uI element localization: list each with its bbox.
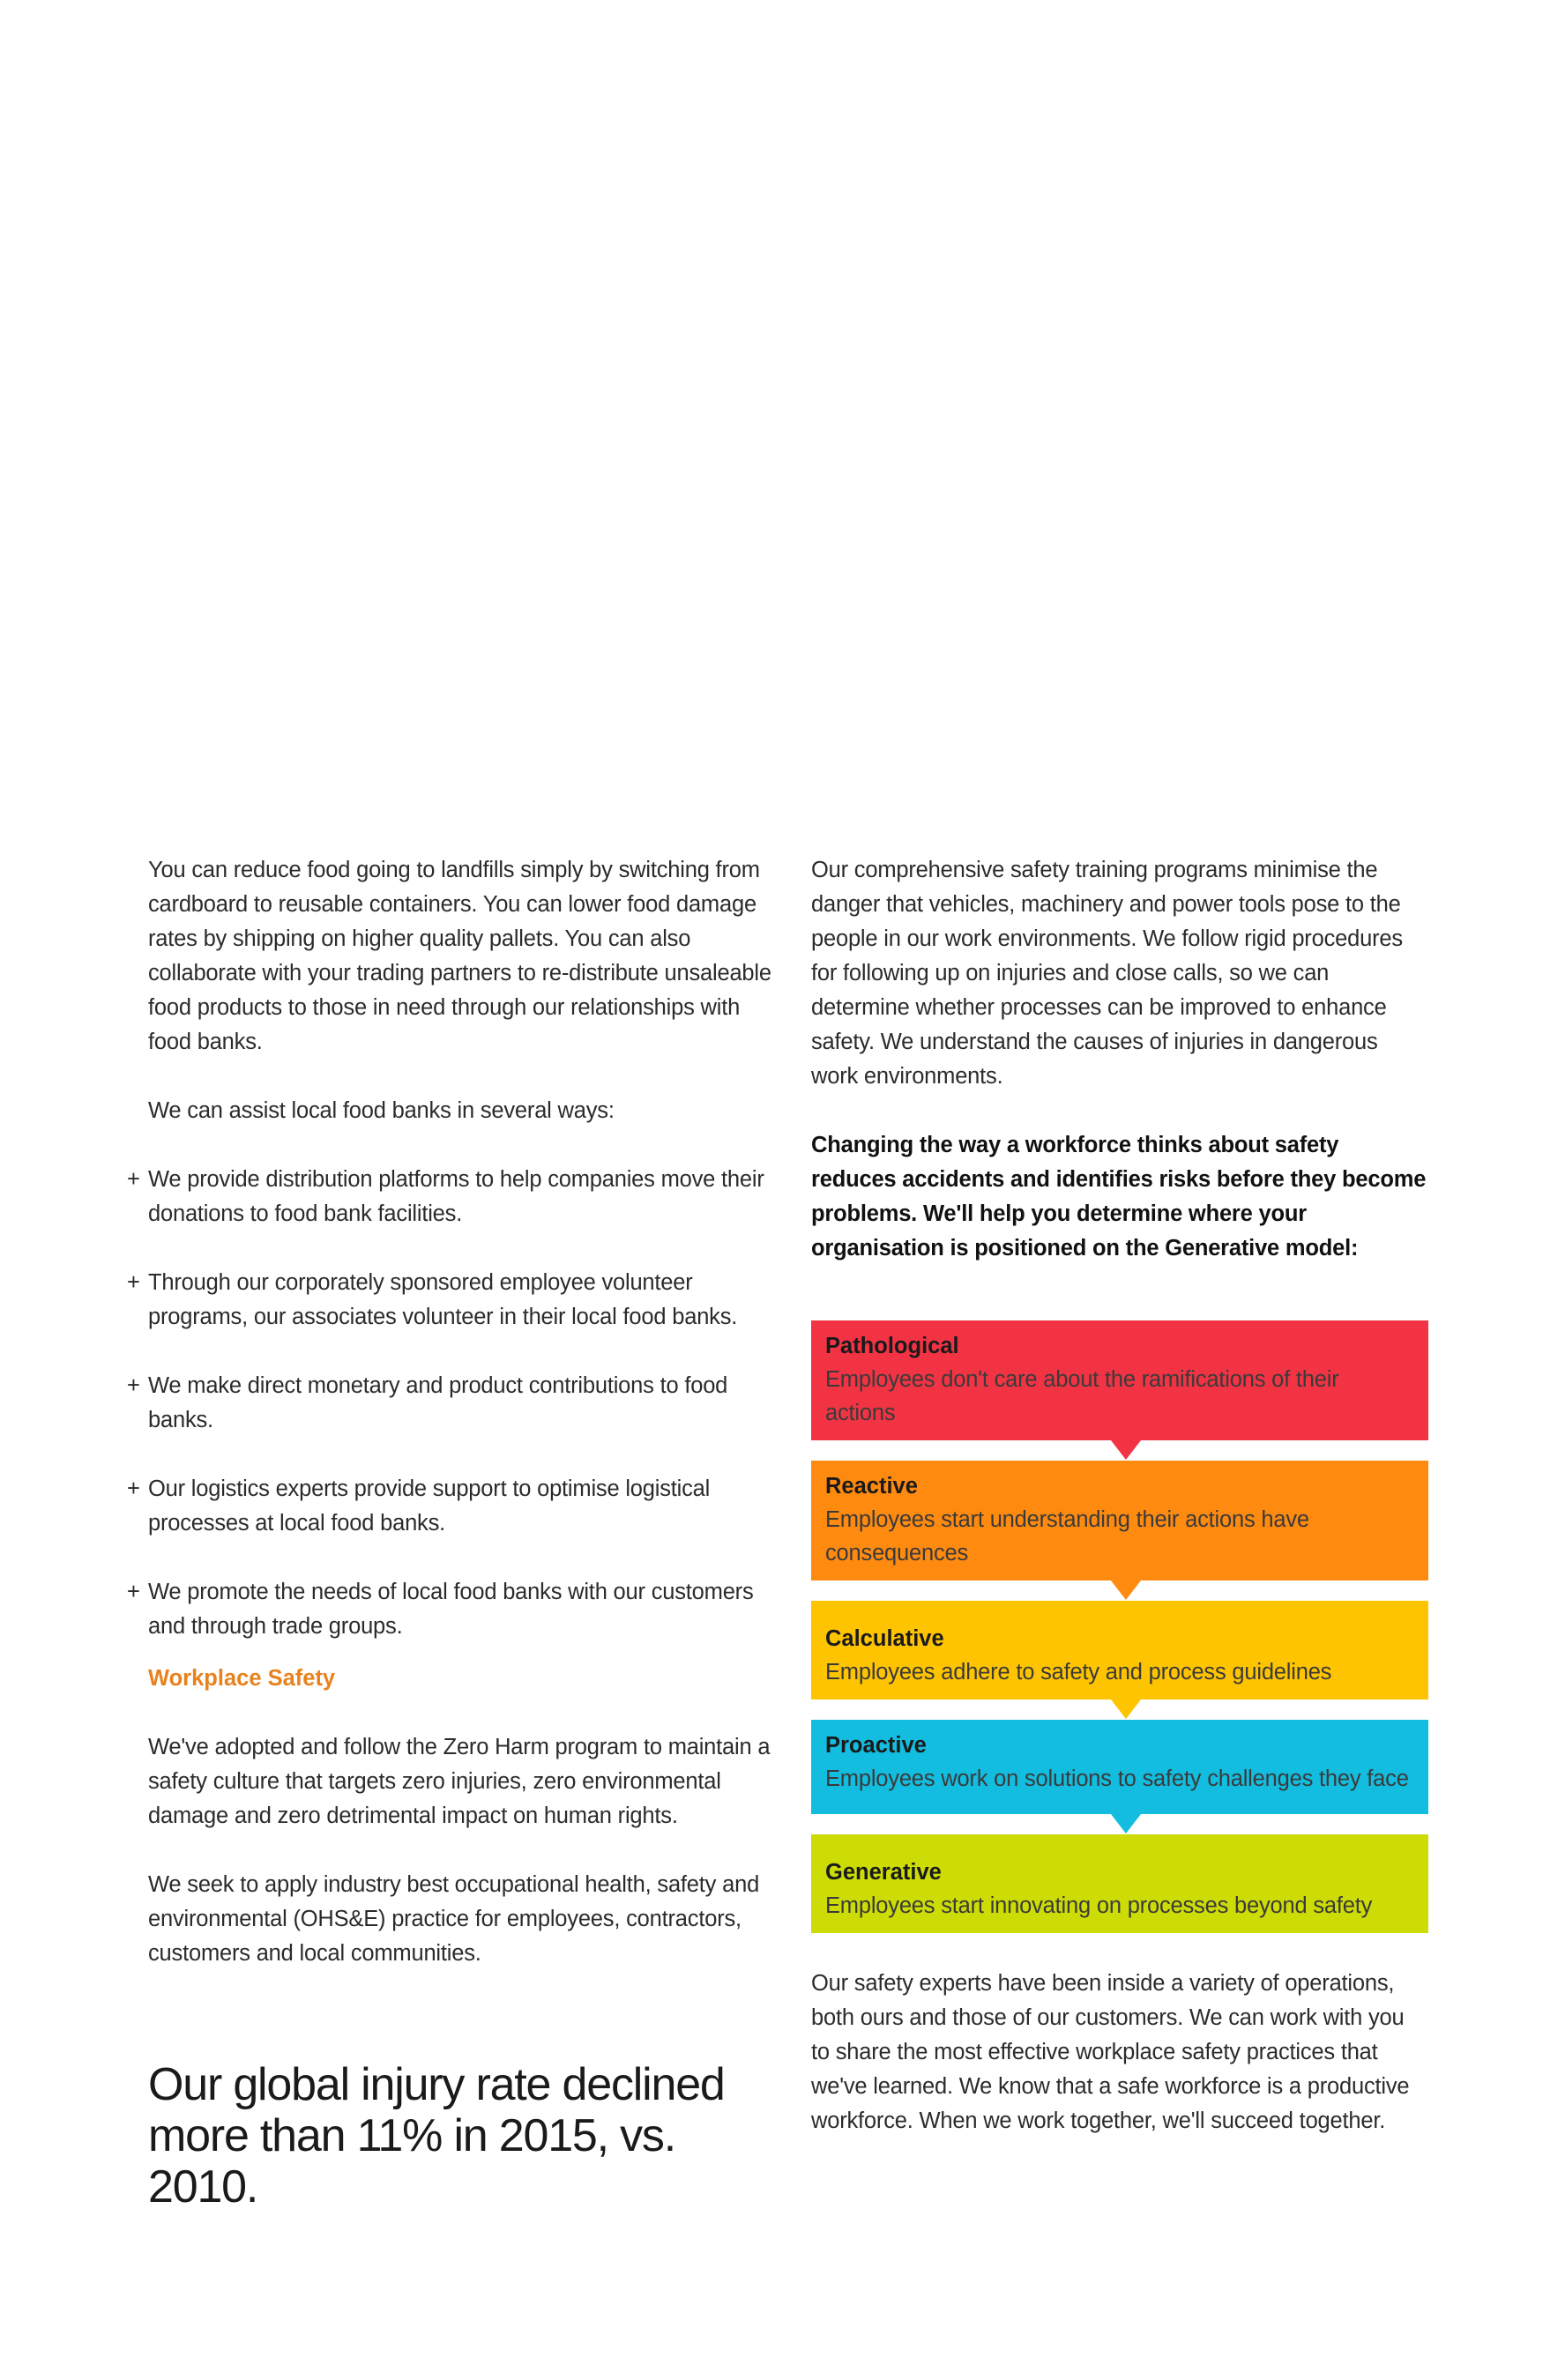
list-item: + Our logistics experts provide support to optimise logistical processes at local food banks. [123,1472,776,1541]
stage-calculative [811,1601,1428,1699]
stage-description: Employees adhere to safety and process guidelines [825,1660,1332,1685]
safety-training-paragraph: Our comprehensive safety training programs minimise the danger that vehicles, machinery and power tools pose to the people in our work environments. We follow rigid procedures for following up on injuries and close calls, so we can determine whether processes can be improved to enhance safety. We understand the causes of injuries in dangerous work environments. [811,858,1403,1089]
list-item: + We provide distribution platforms to help companies move their donations to food bank facilities. [123,1163,776,1231]
closing-paragraph: Our safety experts have been inside a variety of operations, both ours and those of our customers. We can work with you to share the most effective workplace safety practices that we've learned. We know that a safe workforce is a productive workforce. When we work together, we'll succeed together. [811,1971,1410,2133]
ohse-paragraph: We seek to apply industry best occupational health, safety and environmental (OHS&E) practice for employees, contractors, customers and local communities. [148,1872,760,1966]
injury-rate-pull-quote: Our global injury rate declined more than 11% in 2015, vs. 2010. [148,2059,725,2213]
stage-reactive [811,1461,1428,1580]
stage-description: Employees don't care about the ramifications of their actions [825,1367,1339,1425]
list-item: + Through our corporately sponsored employee volunteer programs, our associates volunteer in their local food banks. [123,1266,776,1335]
food-waste-paragraph: You can reduce food going to landfills simply by switching from cardboard to reusable containers. You can lower food damage rates by shipping on higher quality pallets. You can also collaborate with your trading partners to re-distribute unsaleable food products to those in need through our relationships with food banks. [148,858,771,1054]
stage-title: Pathological [825,1334,959,1358]
plus-icon: + [127,1580,140,1604]
generative-model-diagram [811,1320,1428,1933]
plus-icon: + [127,1373,140,1398]
plus-icon: + [127,1270,140,1295]
stage-description: Employees start understanding their actions have consequences [825,1507,1309,1566]
stage-description: Employees start innovating on processes beyond safety [825,1893,1373,1918]
stage-proactive [811,1720,1428,1814]
down-arrow-icon [1111,1814,1141,1833]
stage-title: Calculative [825,1626,944,1651]
stage-description: Employees work on solutions to safety challenges they face [825,1766,1409,1791]
stage-title: Reactive [825,1474,918,1499]
down-arrow-icon [1111,1580,1141,1600]
plus-icon: + [127,1476,140,1501]
list-item: + We promote the needs of local food banks with our customers and through trade groups. [123,1575,776,1644]
food-banks-lead: We can assist local food banks in several ways: [148,1098,615,1123]
food-bank-list [123,1163,776,1644]
left-column [123,853,776,2213]
down-arrow-icon [1111,1440,1141,1460]
section-heading-workplace-safety: Workplace Safety [148,1666,336,1691]
stage-title: Generative [825,1860,942,1885]
stage-title: Proactive [825,1733,927,1758]
stage-generative [811,1834,1428,1933]
generative-model-intro: Changing the way a workforce thinks about safety reduces accidents and identifies risks before they become problems. We'll help you determine where your organisation is positioned on the Generative model: [811,1133,1427,1261]
stage-pathological [811,1320,1428,1440]
right-column [811,853,1428,2138]
down-arrow-icon [1111,1699,1141,1719]
zero-harm-paragraph: We've adopted and follow the Zero Harm program to maintain a safety culture that targets zero injuries, zero environmental damage and zero detrimental impact on human rights. [148,1735,771,1828]
plus-icon: + [127,1167,140,1192]
list-item: + We make direct monetary and product contributions to food banks. [123,1369,776,1438]
